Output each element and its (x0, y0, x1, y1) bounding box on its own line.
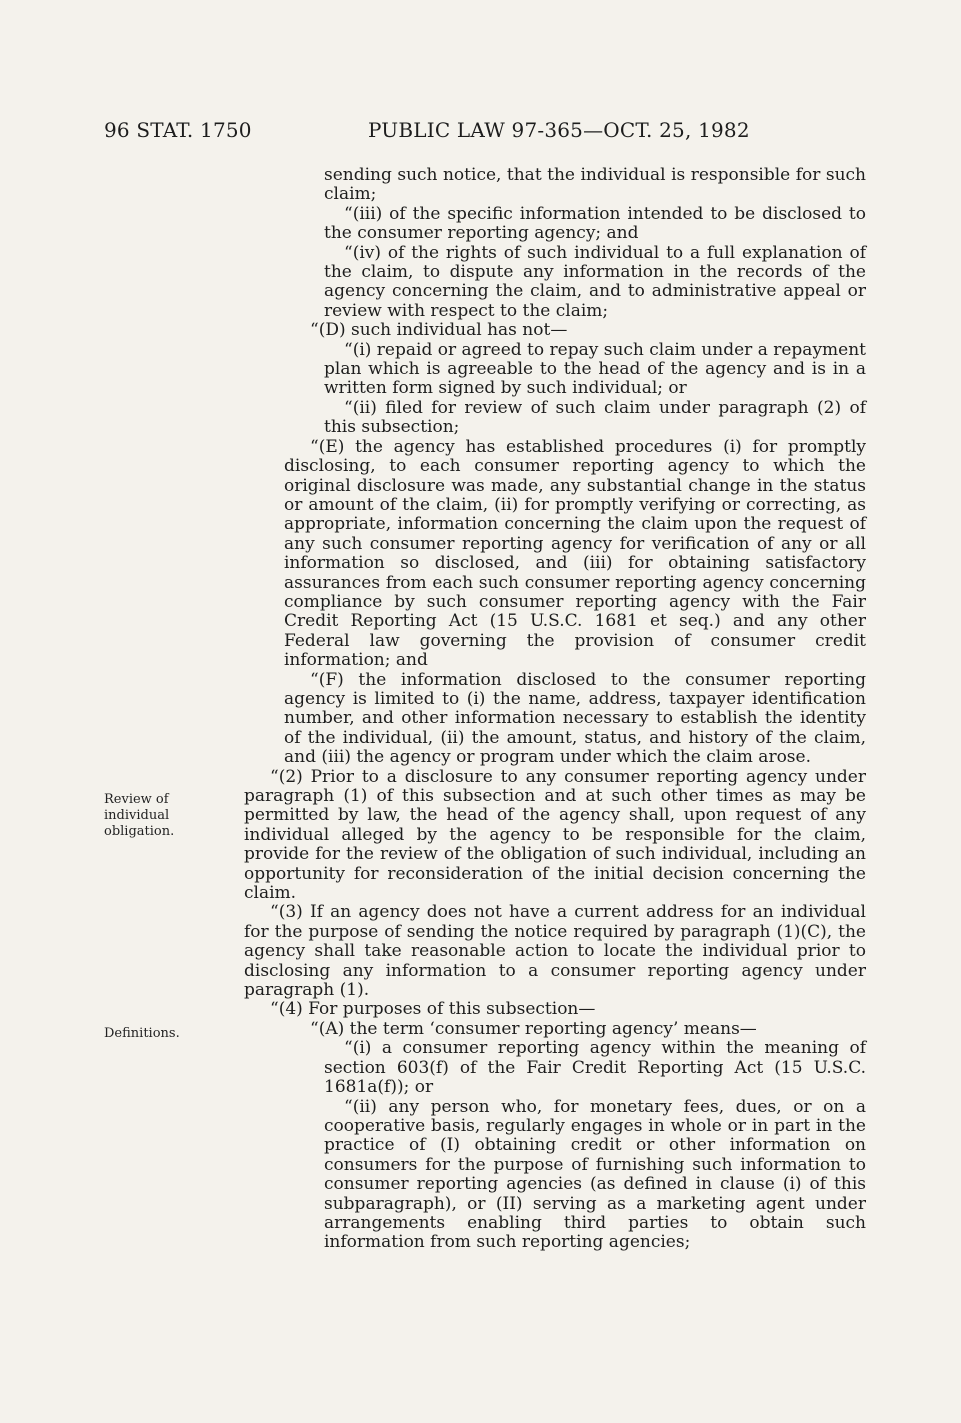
statute-page-number: 96 STAT. 1750 (104, 118, 252, 142)
public-law-title: PUBLIC LAW 97-365—OCT. 25, 1982 (368, 118, 750, 142)
paragraph: “(4) For purposes of this subsection— (270, 999, 596, 1020)
statute-body (244, 166, 866, 1253)
paragraph: “(A) the term ‘consumer reporting agency’ means— (310, 1018, 757, 1039)
paragraph: “(F) the information disclosed to the consumer reporting agency is limited to (i) the name, address, taxpayer identification number, and other information necessary to establish the identity of the individual, (ii) the amount, status, and history of the claim, and (iii) the agency or program under which the claim arose. (284, 669, 866, 768)
paragraph: “(ii) any person who, for monetary fees, dues, or on a cooperative basis, regularly engages in whole or in part in the practice of (I) obtaining credit or other information on consumers for the purpose of furnishing such information to consumer reporting agencies (as defined in clause (i) of this subparagraph), or (II) serving as a marketing agent under arrangements enabling third parties to obtain such information from such reporting agencies; (324, 1096, 866, 1253)
paragraph: “(i) repaid or agreed to repay such claim under a repayment plan which is agreeable to the head of the agency and is in a written form signed by such individual; or (324, 339, 867, 399)
paragraph: “(2) Prior to a disclosure to any consumer reporting agency under paragraph (1) of this subsection and at such other times as may be permitted by law, the head of the agency shall, upon request of any individual alleged by the agency to be responsible for the claim, provide for the review of the obligation of such individual, including an opportunity for reconsideration of the initial decision concerning the claim. (244, 766, 866, 904)
paragraph: “(iv) of the rights of such individual to a full explanation of the claim, to dispute any information in the records of the agency concerning the claim, and to administrative appeal or review with respect to the claim; (324, 242, 866, 321)
page-header (104, 118, 864, 148)
paragraph: “(ii) filed for review of such claim under paragraph (2) of this subsection; (324, 397, 866, 438)
paragraph: “(iii) of the specific information intended to be disclosed to the consumer reporting agency; and (324, 203, 866, 244)
paragraph: sending such notice, that the individual is responsible for such claim; (324, 165, 866, 205)
paragraph: “(i) a consumer reporting agency within the meaning of section 603(f) of the Fair Credit Reporting Act (15 U.S.C. 1681a(f)); or (324, 1038, 866, 1098)
paragraph: “(D) such individual has not— (310, 320, 568, 341)
margin-note-definitions: Definitions. (104, 1026, 180, 1041)
paragraph: “(3) If an agency does not have a current address for an individual for the purpose of sending the notice required by paragraph (1)(C), the agency shall take reasonable action to locate the individual prior to disclosing any information to a consumer reporting agency under paragraph (1). (244, 902, 866, 1001)
margin-note-review: Review of individual obligation. (104, 792, 175, 839)
paragraph: “(E) the agency has established procedures (i) for promptly disclosing, to each consumer reporting agency to which the original disclosure was made, any substantial change in the status or amount of the claim, (ii) for promptly verifying or correcting, as appropriate, information concerning the claim upon the request of any such consumer reporting agency for verification of any or all information so disclosed, and (iii) for obtaining satisfactory assurances from each such consumer reporting agency concerning compliance by such consumer reporting agency with the Fair Credit Reporting Act (15 U.S.C. 1681 et seq.) and any other Federal law governing the provision of consumer credit information; and (284, 436, 866, 671)
